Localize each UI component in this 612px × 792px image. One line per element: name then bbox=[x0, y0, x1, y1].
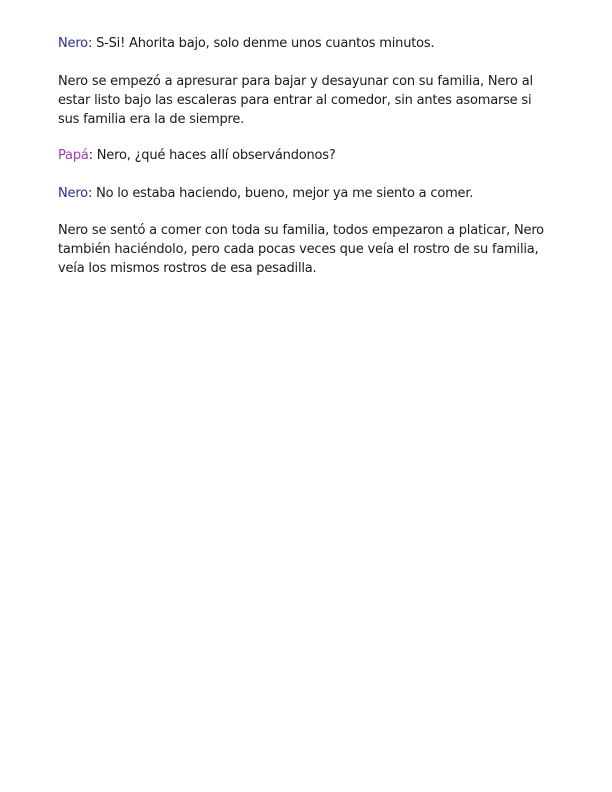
dialogue-text: Nero, ¿qué haces allí observándonos? bbox=[96, 148, 336, 163]
narration-line: Nero se empezó a apresurar para bajar y desayunar con su familia, Nero al bbox=[58, 74, 533, 89]
narration-line: también haciéndolo, pero cada pocas veces que veía el rostro de su familia, bbox=[58, 242, 539, 257]
dialogue-papa bbox=[58, 146, 558, 165]
narration-line: estar listo bajo las escaleras para entrar al comedor, sin antes asomarse si bbox=[58, 93, 532, 108]
speaker-name: Nero bbox=[58, 36, 88, 51]
speaker-name: Nero bbox=[58, 186, 88, 201]
narration-line: veía los mismos rostros de esa pesadilla. bbox=[58, 261, 317, 276]
dialogue-nero-2 bbox=[58, 184, 558, 203]
dialogue-nero-1 bbox=[58, 34, 558, 53]
speaker-colon: : bbox=[87, 36, 97, 51]
speaker-name: Papá bbox=[58, 148, 89, 163]
narration-line: sus familia era la de siempre. bbox=[58, 112, 245, 127]
narration-line: Nero se sentó a comer con toda su familia, todos empezaron a platicar, Nero bbox=[58, 223, 544, 238]
speaker-colon: : bbox=[88, 148, 97, 163]
dialogue-text: S-Si! Ahorita bajo, solo denme unos cuantos minutos. bbox=[96, 36, 435, 51]
narration-paragraph-2 bbox=[58, 221, 558, 278]
narration-paragraph-1 bbox=[58, 72, 558, 129]
speaker-colon: : bbox=[87, 186, 97, 201]
dialogue-text: No lo estaba haciendo, bueno, mejor ya me siento a comer. bbox=[96, 186, 474, 201]
